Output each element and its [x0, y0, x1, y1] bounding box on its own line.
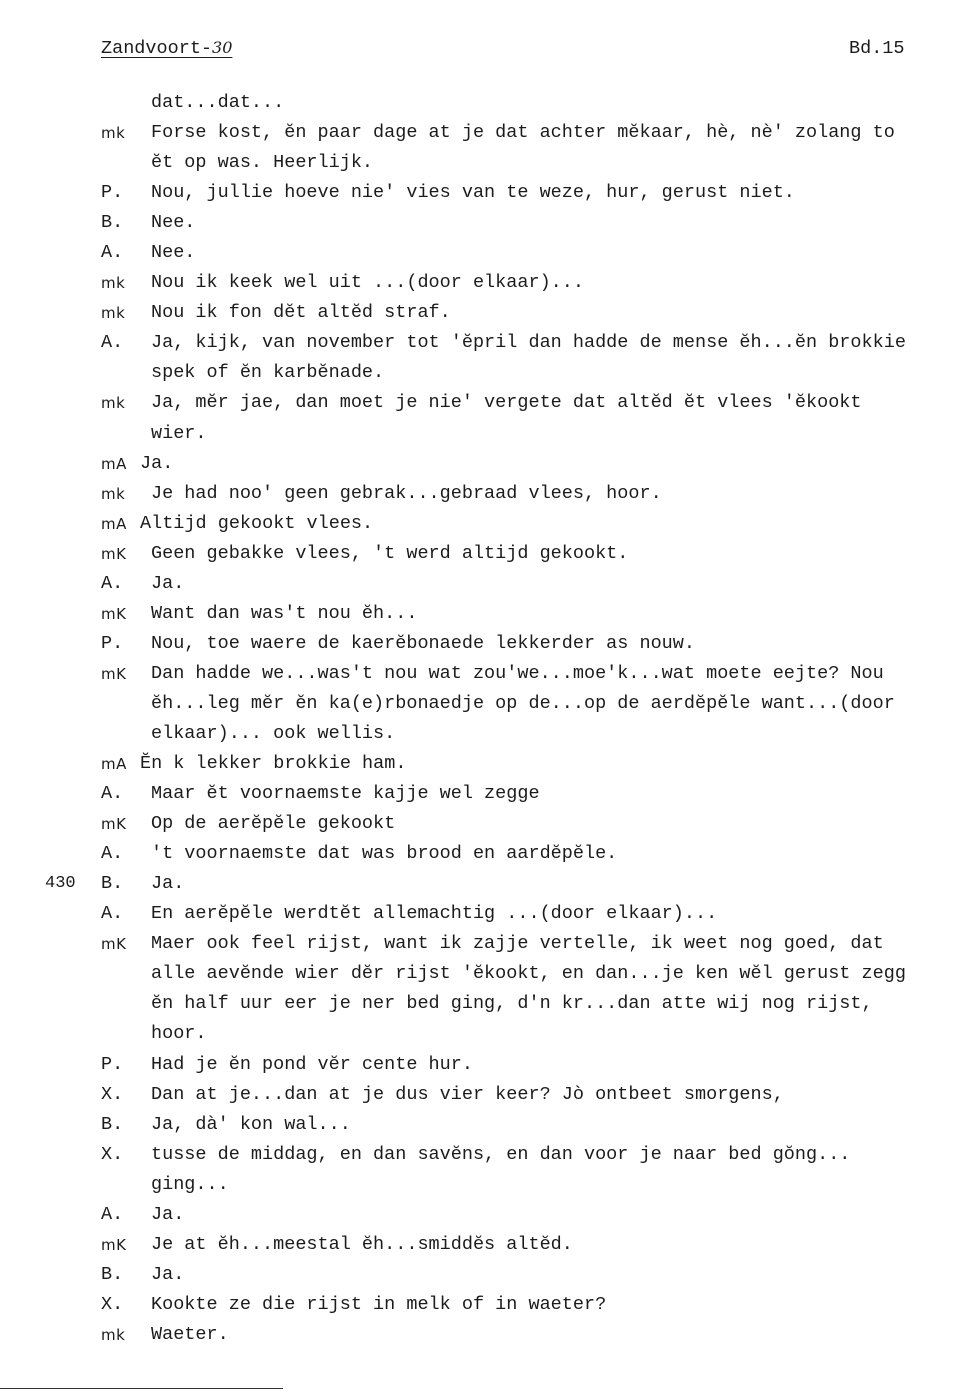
- speaker-label: mK: [101, 1235, 127, 1254]
- utterance-text: alle aevĕnde wier dĕr rijst 'ĕkookt, en dan...je ken wĕl gerust zegg: [151, 963, 906, 985]
- transcript-line: [0, 1110, 973, 1140]
- speaker-label: P.: [101, 182, 124, 204]
- transcript-line: [0, 539, 973, 569]
- transcript-line: [0, 449, 973, 479]
- transcript-line: [0, 719, 973, 749]
- transcript-line: [0, 689, 973, 719]
- transcript-line: [0, 869, 973, 899]
- speaker-label: P.: [101, 1053, 124, 1075]
- utterance-text: Waeter.: [151, 1323, 229, 1345]
- utterance-text: Dan at je...dan at je dus vier keer? Jò ontbeet smorgens,: [151, 1083, 784, 1105]
- speaker-label: mk: [101, 484, 126, 503]
- speaker-label: mA: [101, 454, 127, 473]
- utterance-text: tusse de middag, en dan savĕns, en dan voor je naar bed gŏng...: [151, 1143, 851, 1165]
- transcript-line: [0, 929, 973, 959]
- speaker-label: A.: [101, 843, 124, 865]
- transcript-line: [0, 88, 973, 118]
- transcript-line: [0, 479, 973, 509]
- utterance-text: Nou ik fon dĕt altĕd straf.: [151, 302, 451, 324]
- utterance-text: Nee.: [151, 212, 196, 234]
- transcript-line: [0, 599, 973, 629]
- speaker-label: A.: [101, 1203, 124, 1225]
- transcript-line: [0, 388, 973, 418]
- utterance-text: Ja.: [151, 873, 185, 895]
- transcript: [0, 88, 973, 1350]
- transcript-line: [0, 629, 973, 659]
- transcript-line: [0, 659, 973, 689]
- utterance-text: Dan hadde we...was't nou wat zou'we...moe'k...wat moete eejte? Nou: [151, 662, 884, 684]
- utterance-text: Ja.: [140, 452, 174, 474]
- transcript-line: [0, 899, 973, 929]
- utterance-text: Ja, kijk, van november tot 'ĕpril dan hadde de mense ĕh...ĕn brokkie: [151, 332, 906, 354]
- line-number: 430: [45, 874, 76, 894]
- transcript-line: [0, 779, 973, 809]
- speaker-label: mk: [101, 394, 126, 413]
- transcript-line: [0, 1050, 973, 1080]
- transcript-line: [0, 749, 973, 779]
- header-title-handwritten-number: 30: [212, 38, 233, 57]
- transcript-line: [0, 118, 973, 148]
- utterance-text: Geen gebakke vlees, 't werd altijd gekookt.: [151, 542, 629, 564]
- transcript-line: [0, 178, 973, 208]
- speaker-label: mK: [101, 544, 127, 563]
- utterance-text: ĕt op was. Heerlijk.: [151, 152, 374, 174]
- utterance-text: Nou ik keek wel uit ...(door elkaar)...: [151, 272, 584, 294]
- utterance-text: ĕn half uur eer je ner bed ging, d'n kr...dan atte wij nog rijst,: [151, 993, 873, 1015]
- speaker-label: mK: [101, 604, 127, 623]
- transcript-line: [0, 1290, 973, 1320]
- utterance-text: Ĕn k lekker brokkie ham.: [140, 753, 407, 775]
- speaker-label: A.: [101, 332, 124, 354]
- speaker-label: A.: [101, 903, 124, 925]
- utterance-text: Je had noo' geen gebrak...gebraad vlees, hoor.: [151, 482, 662, 504]
- page-number: Bd.15: [849, 38, 905, 59]
- utterance-text: dat...dat...: [151, 92, 285, 113]
- speaker-label: A.: [101, 783, 124, 805]
- transcript-line: [0, 298, 973, 328]
- transcript-line: [0, 1260, 973, 1290]
- speaker-label: P.: [101, 632, 124, 654]
- transcript-line: [0, 328, 973, 358]
- transcript-line: [0, 358, 973, 388]
- utterance-text: Had je ĕn pond vĕr cente hur.: [151, 1053, 473, 1075]
- speaker-label: B.: [101, 1113, 124, 1135]
- utterance-text: Kookte ze die rijst in melk of in waeter?: [151, 1293, 607, 1315]
- transcript-line: [0, 809, 973, 839]
- utterance-text: Ja, dà' kon wal...: [151, 1113, 351, 1135]
- transcript-line: [0, 1170, 973, 1200]
- transcript-line: [0, 839, 973, 869]
- transcript-line: [0, 509, 973, 539]
- utterance-text: Nee.: [151, 242, 196, 264]
- speaker-label: B.: [101, 873, 124, 895]
- speaker-label: X.: [101, 1293, 124, 1315]
- utterance-text: Ja, mĕr jae, dan moet je nie' vergete dat altĕd ĕt vlees 'ĕkookt: [151, 392, 862, 414]
- speaker-label: X.: [101, 1143, 124, 1165]
- utterance-text: En aerĕpĕle werdtĕt allemachtig ...(door elkaar)...: [151, 903, 718, 925]
- transcript-line: [0, 268, 973, 298]
- footer-rule: [0, 1388, 283, 1389]
- transcript-line: [0, 1320, 973, 1350]
- transcript-line: [0, 1080, 973, 1110]
- speaker-label: B.: [101, 1263, 124, 1285]
- speaker-label: X.: [101, 1083, 124, 1105]
- transcript-line: [0, 238, 973, 268]
- utterance-text: Ja.: [151, 572, 185, 594]
- utterance-text: Nou, toe waere de kaerĕbonaede lekkerder as nouw.: [151, 632, 695, 654]
- transcript-line: [0, 208, 973, 238]
- speaker-label: mA: [101, 755, 127, 774]
- transcript-line: [0, 1140, 973, 1170]
- utterance-text: Maar ĕt voornaemste kajje wel zegge: [151, 783, 540, 805]
- utterance-text: Ja.: [151, 1263, 185, 1285]
- speaker-label: mk: [101, 274, 126, 293]
- speaker-label: mK: [101, 935, 127, 954]
- speaker-label: mk: [101, 304, 126, 323]
- transcript-line: [0, 1200, 973, 1230]
- utterance-text: wier.: [151, 422, 207, 444]
- utterance-text: Ja.: [151, 1203, 185, 1225]
- utterance-text: 't voornaemste dat was brood en aardĕpĕle.: [151, 843, 618, 865]
- transcript-line: [0, 419, 973, 449]
- utterance-text: Want dan was't nou ĕh...: [151, 602, 418, 624]
- utterance-text: Op de aerĕpĕle gekookt: [151, 813, 396, 835]
- utterance-text: Nou, jullie hoeve nie' vies van te weze, hur, gerust niet.: [151, 182, 795, 204]
- speaker-label: A.: [101, 572, 124, 594]
- transcript-line: [0, 959, 973, 989]
- utterance-text: Je at ĕh...meestal ĕh...smiddĕs altĕd.: [151, 1233, 573, 1255]
- page-header-title: [101, 38, 232, 59]
- utterance-text: ging...: [151, 1173, 229, 1195]
- speaker-label: mk: [101, 1325, 126, 1344]
- transcript-line: [0, 1019, 973, 1049]
- utterance-text: Altijd gekookt vlees.: [140, 512, 374, 534]
- speaker-label: A.: [101, 242, 124, 264]
- utterance-text: elkaar)... ook wellis.: [151, 722, 396, 744]
- transcript-line: [0, 1230, 973, 1260]
- header-title-typed: Zandvoort-: [101, 38, 213, 59]
- transcript-line: [0, 569, 973, 599]
- utterance-text: spek of ĕn karbĕnade.: [151, 362, 385, 384]
- transcript-line: [0, 989, 973, 1019]
- utterance-text: hoor.: [151, 1023, 207, 1045]
- utterance-text: Forse kost, ĕn paar dage at je dat achter mĕkaar, hè, nè' zolang to: [151, 122, 895, 144]
- utterance-text: ĕh...leg mĕr ĕn ka(e)rbonaedje op de...op de aerdĕpĕle want...(door: [151, 692, 895, 714]
- speaker-label: B.: [101, 212, 124, 234]
- speaker-label: mk: [101, 124, 126, 143]
- utterance-text: Maer ook feel rijst, want ik zajje vertelle, ik weet nog goed, dat: [151, 933, 884, 955]
- transcript-line: [0, 148, 973, 178]
- speaker-label: mK: [101, 815, 127, 834]
- speaker-label: mA: [101, 514, 127, 533]
- speaker-label: mK: [101, 664, 127, 683]
